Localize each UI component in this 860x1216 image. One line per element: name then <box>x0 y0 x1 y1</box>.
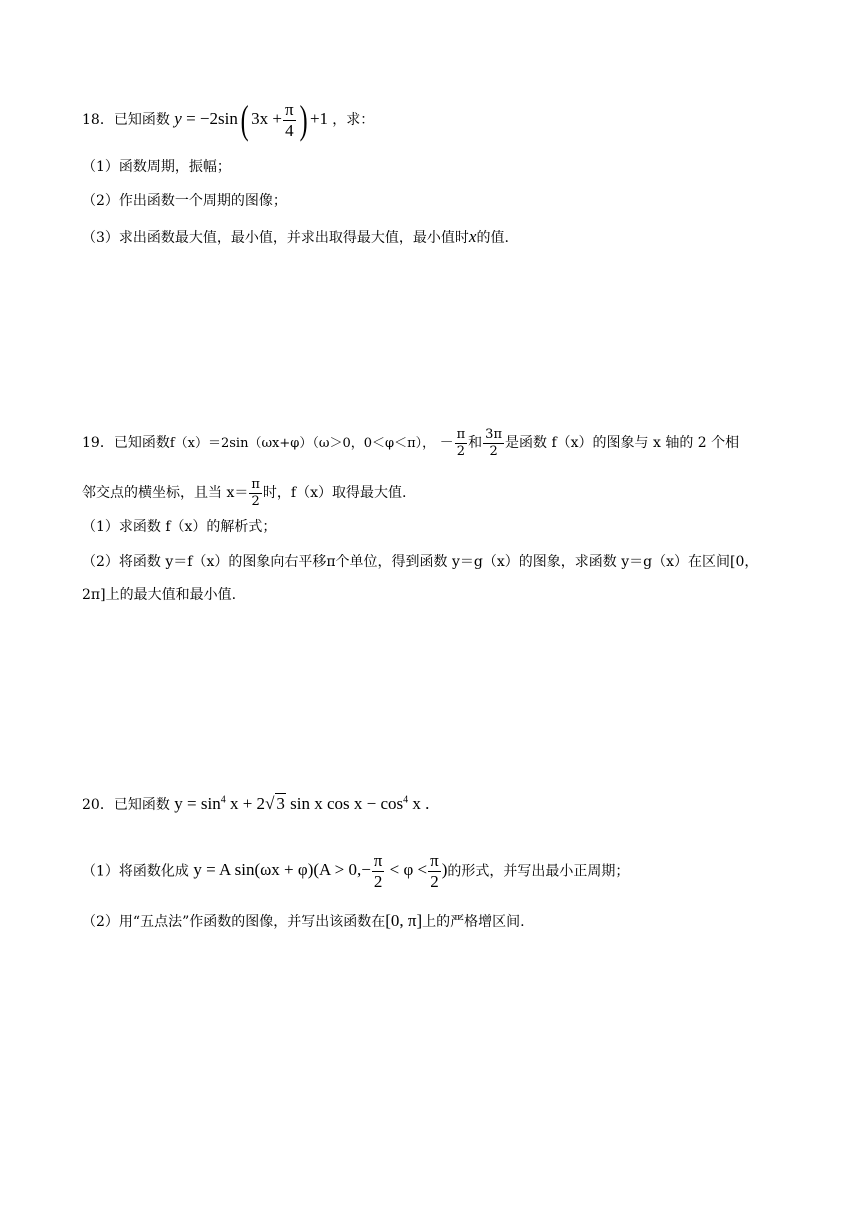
q19-number: 19． <box>82 435 114 452</box>
q18-formula: y = −2sin( 3x + $\frac{\pi}{4}$ ) +1 <box>174 97 329 142</box>
q18-item-2: （2）作出函数一个周期的图像； <box>82 193 287 209</box>
q19-item-2-line-1: （2）将函数 y＝f（x）的图象向右平移π个单位，得到函数 y＝g（x）的图象，求函数 y＝g（x）在区间[0， <box>82 554 759 570</box>
q20-interval: [0, π] <box>385 911 423 930</box>
q18-number: 18． <box>82 111 114 128</box>
q18-stem <box>82 97 375 142</box>
q18-formula-tail: +1 <box>309 108 329 128</box>
q18-item-3: （3）求出函数最大值，最小值，并求出取得最大值，最小值时x的值. <box>82 227 509 246</box>
q18-ask: ，求： <box>332 111 375 128</box>
q18-fraction: $\frac{\pi}{4}$ <box>285 99 294 140</box>
q19-stem-line-2: 邻交点的横坐标，且当 x＝ $\frac{\pi}{2}$ 时，f（x）取得最大值. <box>82 477 407 509</box>
q18-item-3-var: x <box>468 227 477 246</box>
q18-arg-left: 3x + <box>251 108 283 128</box>
q18-item-1: （1）函数周期，振幅； <box>82 159 231 175</box>
q19-item-2-line-2: 2π]上的最大值和最小值. <box>82 587 237 603</box>
q20-number: 20． <box>82 797 114 813</box>
q20-item-2: （2）用“五点法”作函数的图像，并写出该函数在[0, π]上的严格增区间. <box>82 911 525 930</box>
q18-formula-eq: = −2sin <box>181 108 238 128</box>
q20-item-1-formula: y = A sin(ωx + φ)(A > 0,− $\frac{\pi}{2}$ < φ < $\frac{\pi}{2}$ ) <box>193 851 448 891</box>
q20-formula: $y = \sin^4 x + 2√$ 3 sin x $\cos x - \cos^4 x$ . <box>174 794 430 813</box>
q18-formula-lhs: y <box>174 108 182 128</box>
q19-function-def: f（x）＝2sin（ωx+φ）（ω＞0，0＜φ＜π）， <box>169 436 436 452</box>
q19-fraction-3: $\frac{\pi}{2}$ <box>251 477 260 509</box>
q19-fraction-2: $\frac{3\pi}{2}$ <box>485 427 502 459</box>
q20-item-1: （1）将函数化成 y = A sin(ωx + φ)(A > 0,− $\frac{\pi}{2}$ < φ < $\frac{\pi}{2}$ )的形式，并写出最小正周期； <box>82 851 630 891</box>
q19-item-1: （1）求函数 f（x）的解析式； <box>82 519 277 535</box>
q20-fraction-2: $\frac{\pi}{2}$ <box>430 851 439 891</box>
q18-intro: 已知函数 <box>113 111 170 128</box>
q19-fraction-1: $\frac{\pi}{2}$ <box>456 427 466 459</box>
q19-stem-line-1: 19．已知函数f（x）＝2sin（ωx+φ）（ω＞0，0＜φ＜π）， － $\frac{\pi}{2}$ 和 $\frac{3\pi}{2}$ 是函数 f（x）的图象与 x 轴的 2 个相 <box>82 427 740 459</box>
q20-fraction-1: $\frac{\pi}{2}$ <box>373 851 383 891</box>
q20-stem: 20．已知函数 $y = \sin^4 x + 2√$ 3 sin x $\cos x - \cos^4 x$ . <box>82 794 430 813</box>
